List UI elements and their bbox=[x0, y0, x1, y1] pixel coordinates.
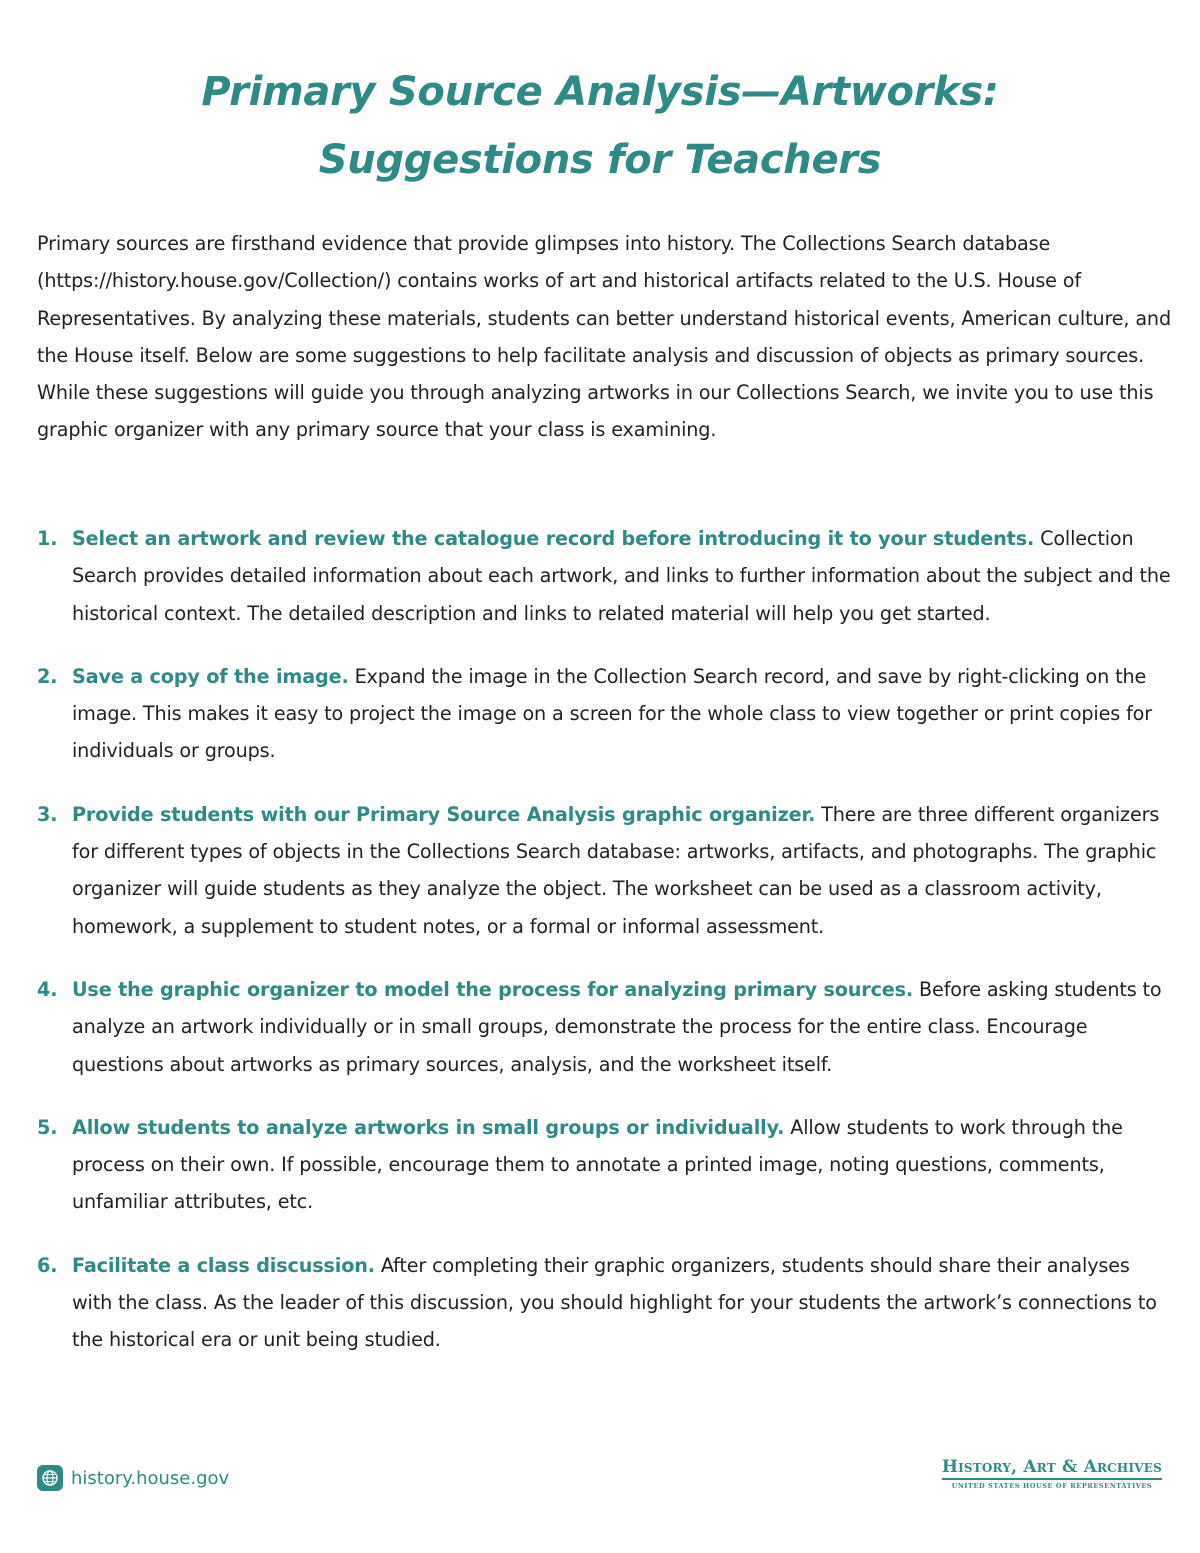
suggestion-item-1 bbox=[37, 520, 1172, 632]
logo-title: History, Art & Archives bbox=[942, 1457, 1162, 1480]
website-link[interactable]: history.house.gov bbox=[71, 1467, 230, 1489]
page-title bbox=[0, 58, 1200, 194]
step-lead: Allow students to analyze artworks in small groups or individually. bbox=[72, 1115, 785, 1139]
step-number: 2. bbox=[37, 664, 58, 688]
title-line-1: Primary Source Analysis—Artworks: bbox=[201, 69, 999, 115]
step-body: Before asking students to analyze an artwork individually or in small groups, demonstrate the process for the entire class. Encourage questions about artworks as primary sources, analysis, and the worksheet itself. bbox=[72, 977, 1162, 1076]
step-body: After completing their graphic organizers, students should share their analyses with the class. As the leader of this discussion, you should highlight for your students the artwork’s connections to the historical era or unit being studied. bbox=[72, 1253, 1157, 1352]
suggestion-list bbox=[37, 520, 1172, 1359]
suggestion-item-3 bbox=[37, 796, 1172, 945]
step-number: 6. bbox=[37, 1253, 58, 1277]
globe-icon bbox=[37, 1465, 63, 1491]
logo-subtitle: UNITED STATES HOUSE OF REPRESENTATIVES bbox=[951, 1482, 1153, 1490]
step-body: Collection Search provides detailed information about each artwork, and links to further information about the subject and the historical context. The detailed description and links to related material will help you get started. bbox=[72, 527, 1171, 625]
suggestion-item-4 bbox=[37, 971, 1172, 1083]
step-number: 3. bbox=[37, 802, 58, 826]
step-body: Expand the image in the Collection Search record, and save by right-clicking on the image. This makes it easy to project the image on a screen for the whole class to view together or print copies for individuals or groups. bbox=[72, 664, 1152, 763]
step-number: 5. bbox=[37, 1115, 58, 1139]
step-lead: Use the graphic organizer to model the process for analyzing primary sources. bbox=[72, 977, 914, 1001]
suggestion-item-5 bbox=[37, 1109, 1172, 1221]
step-lead: Provide students with our Primary Source Analysis graphic organizer. bbox=[72, 802, 816, 826]
intro-paragraph: Primary sources are firsthand evidence that provide glimpses into history. The Collections Search database (https://history.house.gov/Collection/) contains works of art and historical artifacts related to the U.S. House of Representatives. By analyzing these materials, students can better understand historical events, American culture, and the House itself. Below are some suggestions to help facilitate analysis and discussion of objects as primary sources. While these suggestions will guide you through analyzing artworks in our Collections Search, we invite you to use this graphic organizer with any primary source that your class is examining. bbox=[37, 232, 1171, 442]
history-art-archives-logo bbox=[942, 1457, 1162, 1492]
suggestion-item-2 bbox=[37, 658, 1172, 770]
title-line-2: Suggestions for Teachers bbox=[318, 137, 882, 183]
step-number: 4. bbox=[37, 977, 58, 1001]
step-body: There are three different organizers for different types of objects in the Collections Search database: artworks, artifacts, and photographs. The graphic organizer will guide students as they analyze the object. The worksheet can be used as a classroom activity, homework, a supplement to student notes, or a formal or informal assessment. bbox=[72, 802, 1160, 938]
footer-website[interactable] bbox=[37, 1463, 229, 1493]
step-lead: Facilitate a class discussion. bbox=[72, 1253, 375, 1277]
step-lead: Save a copy of the image. bbox=[72, 664, 349, 688]
step-number: 1. bbox=[37, 527, 58, 550]
step-body: Allow students to work through the process on their own. If possible, encourage them to annotate a printed image, noting questions, comments, unfamiliar attributes, etc. bbox=[72, 1115, 1123, 1214]
step-lead: Select an artwork and review the catalogue record before introducing it to your students. bbox=[72, 527, 1035, 550]
suggestion-item-6 bbox=[37, 1247, 1172, 1359]
